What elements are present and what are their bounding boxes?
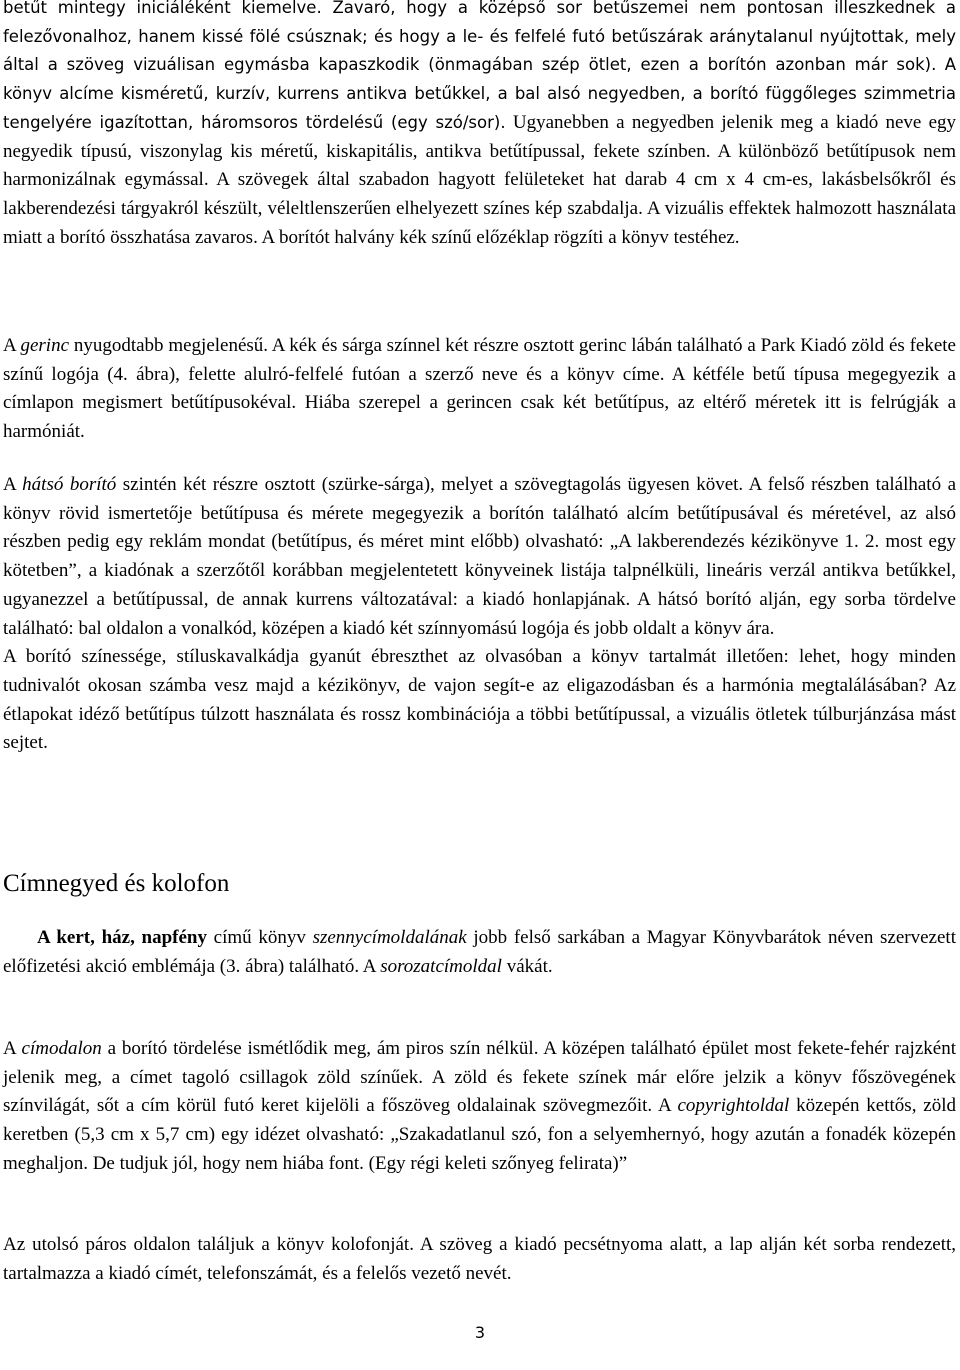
- text-run: közepén kettős, zöld keretben (5,3 cm x 5,7 cm) egy idézet olvasható: „Szakadatlanul szó, fon a selyemhernyó, hogy azután a fonadék közepén meghaljon. De tudjuk jól, hogy nem hiába font. (Egy régi keleti szőnyeg felirata)”: [3, 1095, 956, 1174]
- paragraph-title-page: [3, 1035, 956, 1179]
- paragraph-cover-summary: A borító színessége, stíluskavalkádja gyanút ébreszthet az olvasóban a könyv tartalmát illetően: lehet, hogy minden tudnivalót okosan számba vesz majd a kézikönyv, de vajon segít-e az eligazodásban és a harmónia megtalálásában? Az étlapokat idéző betűtípus túlzott használata és rossz kombinációja a többi betűtípussal, a vizuális ötletek túlburjánzása mást sejtet.: [3, 646, 956, 754]
- text-run: nyugodtabb megjelenésű. A kék és sárga színnel két részre osztott gerinc lábán található a Park Kiadó zöld és fekete színű logója (4. ábra), felette alulró-felfelé futóan a szerző neve és a könyv címe. A kétféle betű típusa megegyezik a címlapon megismert betűtípusokéval. Hiába szerepel a gerincen csak két betűtípus, az eltérő méretek itt is felrúgják a harmóniát.: [3, 335, 956, 443]
- paragraph-back-cover: [3, 471, 956, 643]
- section-heading: Címnegyed és kolofon: [3, 870, 230, 897]
- paragraph-colophon: Az utolsó páros oldalon találjuk a könyv kolofonját. A szöveg a kiadó pecsétnyoma alatt, a lap alján két sorba rendezett, tartalmazza a kiadó címét, telefonszámát, és a felelős vezető nevét.: [3, 1234, 956, 1284]
- term-back-cover: hátsó borító: [22, 474, 117, 495]
- sans-text-run-2: A könyv alcíme kisméretű, kurzív, kurrens antikva betűkkel, a bal alsó negyedben, a borító függőleges szimmetria tengelyére igazítottan, háromsoros tördelésű (egy szó/sor).: [3, 55, 957, 132]
- paragraph-cover-description: [3, 0, 956, 252]
- text-run: című könyv: [206, 927, 313, 948]
- sans-text-run: betűt mintegy iniciáléként kiemelve. Zavaró, hogy a középső sor betűszemei nem pontosan illeszkednek a felezővonalhoz, hanem kissé fölé csúsznak; és hogy a le- és felfelé futó betűszárak aránytalanul nyújtottak, mely által a szöveg vizuálisan egymásba kapaszkodik (önmagában szép ötlet, ezen a borítón azonban már sok).: [3, 0, 956, 75]
- text-run: szintén két részre osztott (szürke-sárga), melyet a szövegtagolás ügyesen követ. A felső részben található a könyv rövid ismertetője betűtípusa és mérete megegyezik a borítón található alcím betűtípusával és méretével, az alsó részben pedig egy reklám mondat (betűtípus, és méret mint előbb) olvasható: „A lakberendezés kézikönyve 1. 2. most egy kötetben”, a kiadónak a szerzőtől korábban megjelentetett könyveinek listája talpnélküli, lineáris verzál antikva betűkkel, ugyanezzel a betűtípussal, de annak kurrens változatával: a kiadó honlapjának. A hátsó borító alján, egy sorba tördelve található: bal oldalon a vonalkód, középen a kiadó két színnyomású logója és jobb oldalt a könyv ára.: [3, 474, 956, 639]
- term-spine: gerinc: [20, 335, 70, 356]
- text-run: a borító tördelése ismétlődik meg, ám piros szín nélkül. A középen található épület most fekete-fehér rajzként jelenik meg, a címet tagoló csillagok zöld színűek. A zöld és fekete színek már előre jelzik a könyv főszövegének színvilágát, sőt a cím körül futó keret kijelöli a főszöveg oldalainak szövegmezőit. A: [3, 1038, 956, 1117]
- text-run: A: [3, 1038, 22, 1059]
- term-series-title-page: sorozatcímoldal: [380, 955, 502, 977]
- back-cover-section: [3, 471, 956, 758]
- text-run: vákát.: [501, 955, 553, 977]
- page-number: 3: [474, 1323, 486, 1342]
- term-title-page: címodalon: [21, 1038, 102, 1059]
- paragraph-spine: [3, 332, 956, 447]
- term-copyright-page: copyrightoldal: [677, 1095, 790, 1117]
- book-title: A kert, ház, napfény: [37, 927, 207, 948]
- text-run: A: [3, 335, 21, 356]
- paragraph-half-title: [3, 924, 956, 981]
- text-run: jobb felső sarkában a Magyar Könyvbarátok néven szervezett előfizetési akció emblémája (3. ábra) található. A: [3, 927, 956, 977]
- text-run: A: [3, 474, 23, 495]
- serif-text-run: Ugyanebben a negyedben jelenik meg a kiadó neve egy negyedik típusú, viszonylag kis méretű, kiskapitális, antikva betűtípussal, fekete színben. A különböző betűtípusok nem harmonizálnak egymással. A szövegek által szabadon hagyott felületeket hat darab 4 cm x 4 cm-es, lakásbelsőkről és lakberendezési tárgyakról készült, véleltlenszerűen elhelyezett színes kép szabdalja. A vizuális effektek halmozott használata miatt a borító összhatása zavaros. A borítót halvány kék színű előzéklap rögzíti a könyv testéhez.: [3, 111, 957, 248]
- term-half-title-page: szennycímoldalának: [312, 927, 467, 948]
